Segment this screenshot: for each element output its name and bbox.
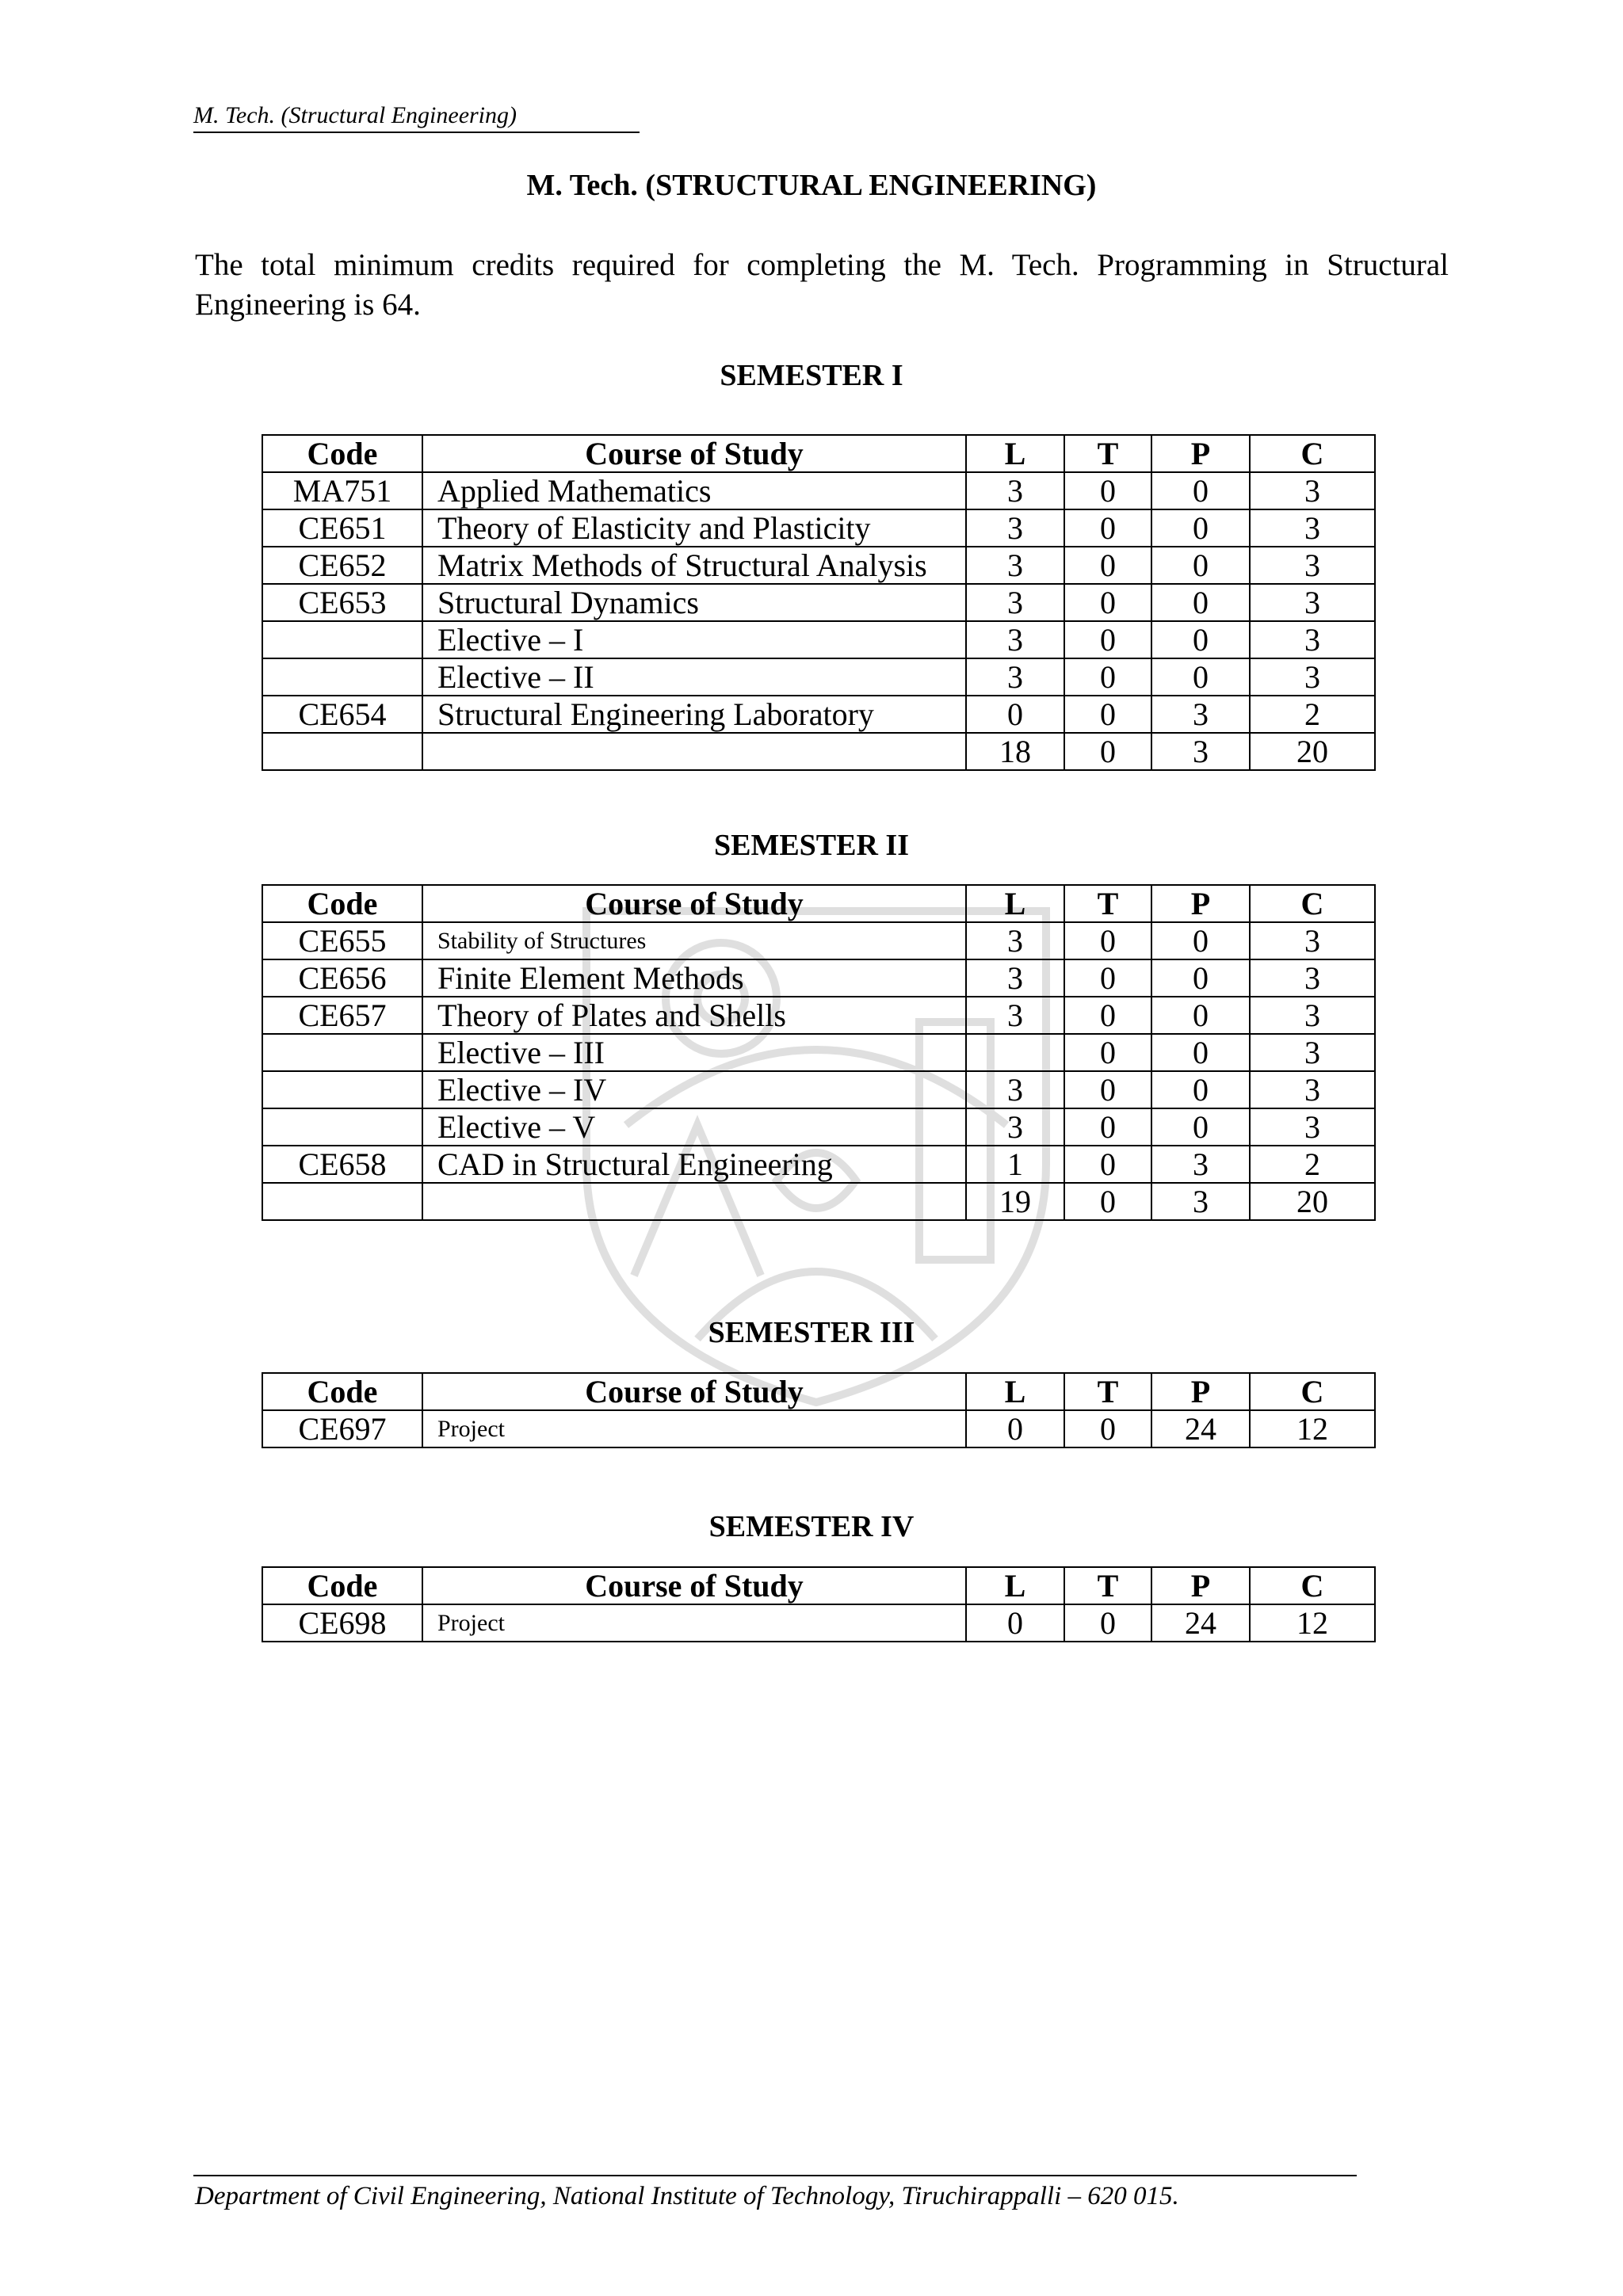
cell-c: 3 (1250, 472, 1375, 509)
cell-l: 3 (966, 922, 1064, 959)
column-header-l: L (966, 885, 1064, 922)
table-row (262, 584, 1375, 621)
cell-course: Matrix Methods of Structural Analysis (422, 547, 966, 584)
page-footer: Department of Civil Engineering, National Institute of Technology, Tiruchirappalli – 620 015. (195, 2182, 1179, 2210)
cell-l: 3 (966, 1071, 1064, 1108)
table-row (262, 547, 1375, 584)
cell-l: 18 (966, 733, 1064, 770)
cell-t: 0 (1064, 584, 1151, 621)
column-header-course: Course of Study (422, 885, 966, 922)
cell-code (262, 1108, 422, 1146)
column-header-p: P (1151, 1373, 1250, 1410)
cell-course: Project (422, 1410, 966, 1447)
cell-code: CE697 (262, 1410, 422, 1447)
column-header-course: Course of Study (422, 1567, 966, 1604)
cell-l: 3 (966, 472, 1064, 509)
cell-t: 0 (1064, 547, 1151, 584)
table-row (262, 1604, 1375, 1642)
table-row (262, 621, 1375, 658)
cell-course: Applied Mathematics (422, 472, 966, 509)
table-row (262, 1146, 1375, 1183)
cell-l: 3 (966, 959, 1064, 997)
cell-c: 3 (1250, 1108, 1375, 1146)
cell-t: 0 (1064, 1410, 1151, 1447)
cell-code: CE655 (262, 922, 422, 959)
cell-c: 3 (1250, 584, 1375, 621)
cell-course: Stability of Structures (422, 922, 966, 959)
cell-l: 1 (966, 1146, 1064, 1183)
cell-p: 0 (1151, 584, 1250, 621)
cell-c: 2 (1250, 696, 1375, 733)
cell-t: 0 (1064, 997, 1151, 1034)
cell-course: CAD in Structural Engineering (422, 1146, 966, 1183)
cell-l: 3 (966, 584, 1064, 621)
column-header-c: C (1250, 1567, 1375, 1604)
cell-p: 24 (1151, 1604, 1250, 1642)
cell-p: 0 (1151, 658, 1250, 696)
column-header-c: C (1250, 885, 1375, 922)
cell-c: 12 (1250, 1410, 1375, 1447)
cell-code (262, 621, 422, 658)
column-header-l: L (966, 435, 1064, 472)
cell-t: 0 (1064, 1071, 1151, 1108)
table-row (262, 1071, 1375, 1108)
table-header-row (262, 435, 1375, 472)
table-row (262, 696, 1375, 733)
cell-c: 3 (1250, 621, 1375, 658)
cell-t: 0 (1064, 658, 1151, 696)
cell-l: 3 (966, 658, 1064, 696)
cell-c: 2 (1250, 1146, 1375, 1183)
cell-t: 0 (1064, 1604, 1151, 1642)
cell-l: 3 (966, 547, 1064, 584)
running-head: M. Tech. (Structural Engineering) (193, 101, 640, 133)
cell-p: 0 (1151, 621, 1250, 658)
cell-l: 3 (966, 1108, 1064, 1146)
cell-c: 20 (1250, 1183, 1375, 1220)
cell-t: 0 (1064, 922, 1151, 959)
cell-t: 0 (1064, 1108, 1151, 1146)
table-row (262, 997, 1375, 1034)
cell-code: CE653 (262, 584, 422, 621)
cell-code: CE657 (262, 997, 422, 1034)
cell-l: 3 (966, 621, 1064, 658)
column-header-t: T (1064, 885, 1151, 922)
cell-t: 0 (1064, 1146, 1151, 1183)
cell-t: 0 (1064, 472, 1151, 509)
cell-p: 3 (1151, 1183, 1250, 1220)
cell-l: 3 (966, 509, 1064, 547)
table-row (262, 1410, 1375, 1447)
cell-l: 19 (966, 1183, 1064, 1220)
cell-course: Elective – IV (422, 1071, 966, 1108)
semester-table (262, 1372, 1376, 1448)
cell-t: 0 (1064, 621, 1151, 658)
table-row (262, 1108, 1375, 1146)
cell-c: 3 (1250, 1071, 1375, 1108)
cell-code: CE654 (262, 696, 422, 733)
cell-l: 0 (966, 696, 1064, 733)
cell-c: 20 (1250, 733, 1375, 770)
semester-heading: SEMESTER I (720, 359, 903, 392)
table-header-row (262, 885, 1375, 922)
semester-table (262, 884, 1376, 1221)
semester-table (262, 1566, 1376, 1642)
cell-c: 3 (1250, 922, 1375, 959)
cell-t: 0 (1064, 733, 1151, 770)
cell-l: 0 (966, 1410, 1064, 1447)
table-row (262, 959, 1375, 997)
footer-rule (193, 2175, 1357, 2176)
cell-c: 12 (1250, 1604, 1375, 1642)
cell-code: CE698 (262, 1604, 422, 1642)
cell-p: 3 (1151, 733, 1250, 770)
column-header-l: L (966, 1373, 1064, 1410)
cell-c: 3 (1250, 1034, 1375, 1071)
cell-course: Structural Dynamics (422, 584, 966, 621)
cell-p: 3 (1151, 1146, 1250, 1183)
cell-p: 0 (1151, 472, 1250, 509)
cell-course: Elective – I (422, 621, 966, 658)
cell-p: 0 (1151, 959, 1250, 997)
cell-code: MA751 (262, 472, 422, 509)
cell-code (262, 658, 422, 696)
cell-course: Elective – II (422, 658, 966, 696)
cell-t: 0 (1064, 696, 1151, 733)
cell-c: 3 (1250, 547, 1375, 584)
table-row (262, 1183, 1375, 1220)
cell-p: 0 (1151, 997, 1250, 1034)
cell-code: CE651 (262, 509, 422, 547)
table-row (262, 733, 1375, 770)
table-row (262, 472, 1375, 509)
cell-c: 3 (1250, 509, 1375, 547)
cell-c: 3 (1250, 959, 1375, 997)
column-header-p: P (1151, 435, 1250, 472)
column-header-code: Code (262, 885, 422, 922)
semester-table (262, 434, 1376, 771)
cell-course (422, 1183, 966, 1220)
cell-c: 3 (1250, 658, 1375, 696)
cell-course: Finite Element Methods (422, 959, 966, 997)
cell-course (422, 733, 966, 770)
table-row (262, 658, 1375, 696)
cell-t: 0 (1064, 509, 1151, 547)
cell-code: CE658 (262, 1146, 422, 1183)
cell-code (262, 1183, 422, 1220)
semester-heading: SEMESTER IV (708, 1510, 915, 1543)
cell-code (262, 733, 422, 770)
cell-t: 0 (1064, 1183, 1151, 1220)
column-header-course: Course of Study (422, 1373, 966, 1410)
cell-c: 3 (1250, 997, 1375, 1034)
column-header-p: P (1151, 885, 1250, 922)
table-header-row (262, 1373, 1375, 1410)
cell-course: Structural Engineering Laboratory (422, 696, 966, 733)
cell-code: CE652 (262, 547, 422, 584)
column-header-c: C (1250, 1373, 1375, 1410)
semester-heading: SEMESTER III (708, 1316, 915, 1349)
cell-t: 0 (1064, 959, 1151, 997)
column-header-course: Course of Study (422, 435, 966, 472)
cell-l: 0 (966, 1604, 1064, 1642)
column-header-code: Code (262, 1567, 422, 1604)
column-header-code: Code (262, 1373, 422, 1410)
document-title: M. Tech. (STRUCTURAL ENGINEERING) (526, 169, 1097, 202)
column-header-code: Code (262, 435, 422, 472)
table-row (262, 922, 1375, 959)
cell-t: 0 (1064, 1034, 1151, 1071)
cell-p: 0 (1151, 1108, 1250, 1146)
column-header-t: T (1064, 1567, 1151, 1604)
cell-course: Theory of Elasticity and Plasticity (422, 509, 966, 547)
cell-p: 3 (1151, 696, 1250, 733)
cell-p: 0 (1151, 509, 1250, 547)
cell-code (262, 1071, 422, 1108)
semester-heading: SEMESTER II (713, 829, 910, 862)
cell-p: 0 (1151, 922, 1250, 959)
column-header-c: C (1250, 435, 1375, 472)
column-header-t: T (1064, 1373, 1151, 1410)
column-header-p: P (1151, 1567, 1250, 1604)
cell-course: Elective – III (422, 1034, 966, 1071)
table-row (262, 1034, 1375, 1071)
cell-p: 0 (1151, 547, 1250, 584)
cell-code (262, 1034, 422, 1071)
cell-l: 3 (966, 997, 1064, 1034)
cell-course: Theory of Plates and Shells (422, 997, 966, 1034)
cell-course: Project (422, 1604, 966, 1642)
intro-paragraph: The total minimum credits required for completing the M. Tech. Programming in Structural Engineering is 64. (195, 248, 1449, 322)
table-header-row (262, 1567, 1375, 1604)
cell-code: CE656 (262, 959, 422, 997)
table-row (262, 509, 1375, 547)
cell-p: 24 (1151, 1410, 1250, 1447)
column-header-t: T (1064, 435, 1151, 472)
cell-p: 0 (1151, 1071, 1250, 1108)
column-header-l: L (966, 1567, 1064, 1604)
cell-course: Elective – V (422, 1108, 966, 1146)
cell-p: 0 (1151, 1034, 1250, 1071)
cell-l (966, 1034, 1064, 1071)
